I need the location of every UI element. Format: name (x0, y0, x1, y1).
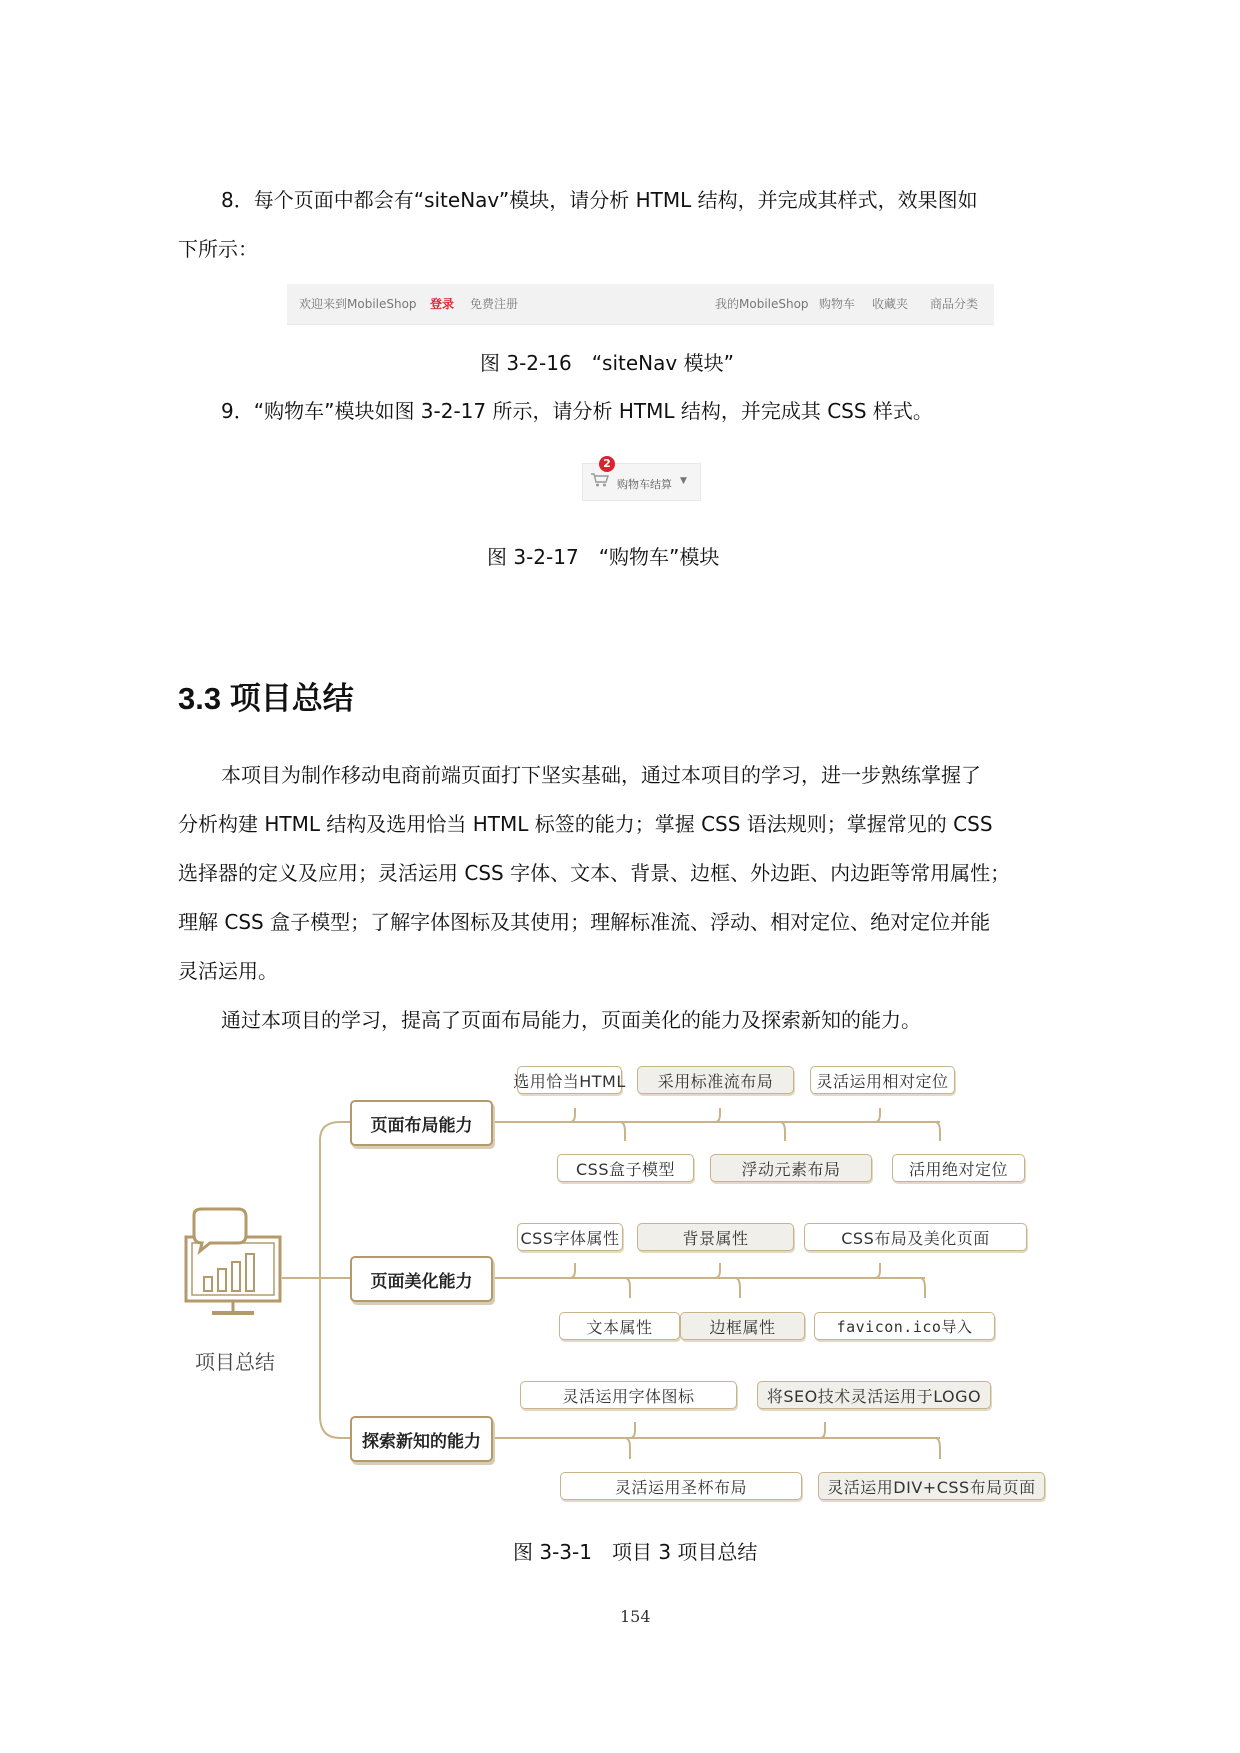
cart-label: 购物车结算 (617, 478, 672, 491)
caption-fig-3-2-17: 图 3-2-17 “购物车”模块 (487, 545, 720, 569)
leaf-box-model: CSS盒子模型 (557, 1154, 694, 1182)
summary-closing: 通过本项目的学习，提高了页面布局能力，页面美化的能力及探索新知的能力。 (221, 1008, 921, 1032)
page-number: 154 (620, 1607, 651, 1626)
leaf-holy-grail: 灵活运用圣杯布局 (560, 1472, 802, 1500)
section-heading: 3.3 项目总结 (178, 681, 354, 716)
summary-line-3: 选择器的定义及应用；灵活运用 CSS 字体、文本、背景、边框、外边距、内边距等常用属性； (178, 861, 1011, 885)
item8-line1: 8．每个页面中都会有“siteNav”模块，请分析 HTML 结构，并完成其样式，效果图如 (221, 188, 978, 212)
leaf-relative-position: 灵活运用相对定位 (810, 1066, 955, 1094)
sitenav-cart: 购物车 (819, 297, 856, 311)
branch-explore-node: 探索新知的能力 (350, 1416, 493, 1462)
branch-beautify-node: 页面美化能力 (350, 1256, 493, 1302)
sitenav-categories: 商品分类 (930, 297, 979, 311)
summary-line-2: 分析构建 HTML 结构及选用恰当 HTML 标签的能力；掌握 CSS 语法规则；掌握常见的 CSS (178, 812, 993, 836)
mindmap-root-label: 项目总结 (195, 1350, 275, 1374)
summary-line-1: 本项目为制作移动电商前端页面打下坚实基础，通过本项目的学习，进一步熟练掌握了 (221, 763, 981, 787)
leaf-seo-logo: 将SEO技术灵活运用于LOGO (757, 1381, 991, 1409)
sitenav-register: 免费注册 (470, 297, 519, 311)
sitenav-welcome: 欢迎来到MobileShop (299, 297, 417, 311)
caption-fig-3-3-1: 图 3-3-1 项目 3 项目总结 (513, 1540, 758, 1564)
summary-line-5: 灵活运用。 (178, 959, 278, 983)
sitenav-login: 登录 (430, 297, 455, 311)
sitenav-favorites: 收藏夹 (872, 297, 909, 311)
cart-count-badge: 2 (599, 456, 615, 472)
leaf-standard-flow: 采用标准流布局 (637, 1066, 794, 1094)
sitenav-my-shop: 我的MobileShop (715, 297, 809, 311)
item8-line2: 下所示： (178, 237, 258, 261)
chevron-down-icon: ▼ (680, 476, 687, 486)
leaf-absolute-position: 活用绝对定位 (892, 1154, 1025, 1182)
leaf-css-layout-beautify: CSS布局及美化页面 (804, 1223, 1027, 1251)
leaf-div-css: 灵活运用DIV+CSS布局页面 (818, 1472, 1045, 1500)
leaf-choose-html: 选用恰当HTML (517, 1066, 622, 1094)
leaf-float-layout: 浮动元素布局 (710, 1154, 872, 1182)
leaf-background: 背景属性 (637, 1223, 794, 1251)
summary-line-4: 理解 CSS 盒子模型；了解字体图标及其使用；理解标准流、浮动、相对定位、绝对定位并能 (178, 910, 991, 934)
caption-fig-3-2-16: 图 3-2-16 “siteNav 模块” (480, 351, 734, 375)
leaf-favicon: favicon.ico导入 (814, 1312, 995, 1340)
leaf-text-property: 文本属性 (559, 1312, 680, 1340)
leaf-font-icon: 灵活运用字体图标 (520, 1381, 737, 1409)
monitor-chat-chart-icon (182, 1207, 286, 1323)
leaf-border-property: 边框属性 (680, 1312, 805, 1340)
item9-text: 9．“购物车”模块如图 3-2-17 所示，请分析 HTML 结构，并完成其 CSS 样式。 (221, 399, 933, 423)
branch-layout-node: 页面布局能力 (350, 1100, 493, 1146)
leaf-css-font: CSS字体属性 (517, 1223, 623, 1251)
